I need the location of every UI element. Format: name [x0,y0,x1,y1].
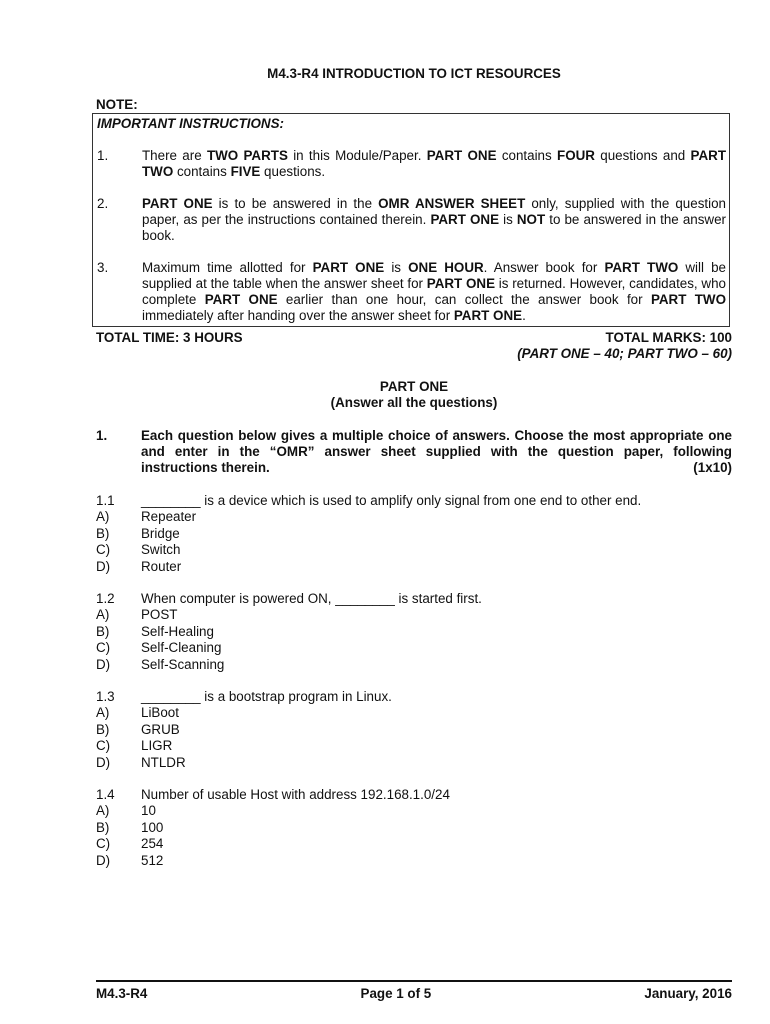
option-label: B) [96,623,110,639]
question-instructions: Each question below gives a multiple choice of answers. Choose the most appropriate one and enter in the “OMR” answer sheet supplied with the question paper, following instructions therein. [141,428,732,475]
marks-split: (PART ONE – 40; PART TWO – 60) [517,346,732,361]
subquestion-number: 1.2 [96,591,115,606]
footer-date: January, 2016 [644,986,732,1001]
option-label: C) [96,542,111,558]
option-text: Self-Healing [141,623,214,639]
option-text: Self-Scanning [141,656,225,672]
option-text: NTLDR [141,754,186,770]
subquestion-1-4 [96,787,732,869]
option-text: Router [141,558,182,574]
subquestion-number: 1.4 [96,787,115,802]
total-marks: TOTAL MARKS: 100 [605,330,732,345]
option-text: Bridge [141,525,180,541]
instruction-text: Maximum time allotted for PART ONE is ONE HOUR. Answer book for PART TWO will be supplied at the table when the answer sheet for PART ONE is returned. However, candidates, who complete PART ONE earlier than one hour, can collect the answer book for PART TWO immediately after handing over the answer sheet for PART ONE. [142,260,726,323]
option-label: A) [96,705,110,721]
option-label: D) [96,656,111,672]
part-one-subtitle: (Answer all the questions) [330,395,498,410]
part-one-title: PART ONE [379,379,449,394]
part-one-heading [96,379,732,411]
option-text: 100 [141,819,164,835]
option-label: A) [96,607,110,623]
option-text: 512 [141,852,164,868]
subquestion-1-2 [96,591,732,673]
instruction-text: PART ONE is to be answered in the OMR ANSWER SHEET only, supplied with the question paper, as per the instructions contained therein. PART ONE is NOT to be answered in the answer book. [142,196,726,243]
option-label: D) [96,558,111,574]
page-footer [96,980,732,1002]
subquestion-1-1 [96,493,732,575]
option-text: Self-Cleaning [141,640,222,656]
question-marks: (1x10) [693,460,732,475]
option-label: D) [96,754,111,770]
option-text: Switch [141,542,181,558]
option-text: 10 [141,803,156,819]
note-label: NOTE: [96,97,138,112]
option-label: C) [96,836,111,852]
totals-section [96,330,732,362]
option-text: 254 [141,836,164,852]
question-number: 1. [96,428,108,443]
option-text: LIGR [141,738,173,754]
footer-code: M4.3-R4 [96,986,148,1001]
subquestion-text: When computer is powered ON, ________ is started first. [141,591,482,606]
option-text: POST [141,607,178,623]
option-label: C) [96,738,111,754]
subquestion-text: Number of usable Host with address 192.168.1.0/24 [141,787,450,802]
option-text: LiBoot [141,705,179,721]
footer-page-number: Page 1 of 5 [360,986,432,1001]
question-1 [96,428,732,476]
option-label: C) [96,640,111,656]
instruction-number: 1. [97,148,109,163]
option-label: A) [96,509,110,525]
instruction-number: 2. [97,196,109,211]
subquestion-number: 1.1 [96,493,115,508]
option-label: B) [96,721,110,737]
subquestion-text: ________ is a device which is used to amplify only signal from one end to other end. [141,493,642,508]
option-label: D) [96,852,111,868]
subquestion-1-3 [96,689,732,771]
instruction-text: There are TWO PARTS in this Module/Paper. PART ONE contains FOUR questions and PART TWO contains FIVE questions. [142,148,727,179]
option-label: B) [96,819,110,835]
subquestion-number: 1.3 [96,689,115,704]
instructions-box [92,113,730,327]
option-label: A) [96,803,110,819]
instruction-item [97,196,726,244]
total-time: TOTAL TIME: 3 HOURS [96,330,243,345]
option-text: Repeater [141,509,197,525]
instruction-number: 3. [97,260,109,275]
question-text [141,428,732,476]
option-label: B) [96,525,110,541]
instruction-item [97,260,726,324]
subquestion-text: ________ is a bootstrap program in Linux. [141,689,392,704]
option-text: GRUB [141,721,180,737]
instructions-heading: IMPORTANT INSTRUCTIONS: [97,116,284,131]
instruction-item [97,148,726,180]
paper-title: M4.3-R4 INTRODUCTION TO ICT RESOURCES [267,66,561,81]
